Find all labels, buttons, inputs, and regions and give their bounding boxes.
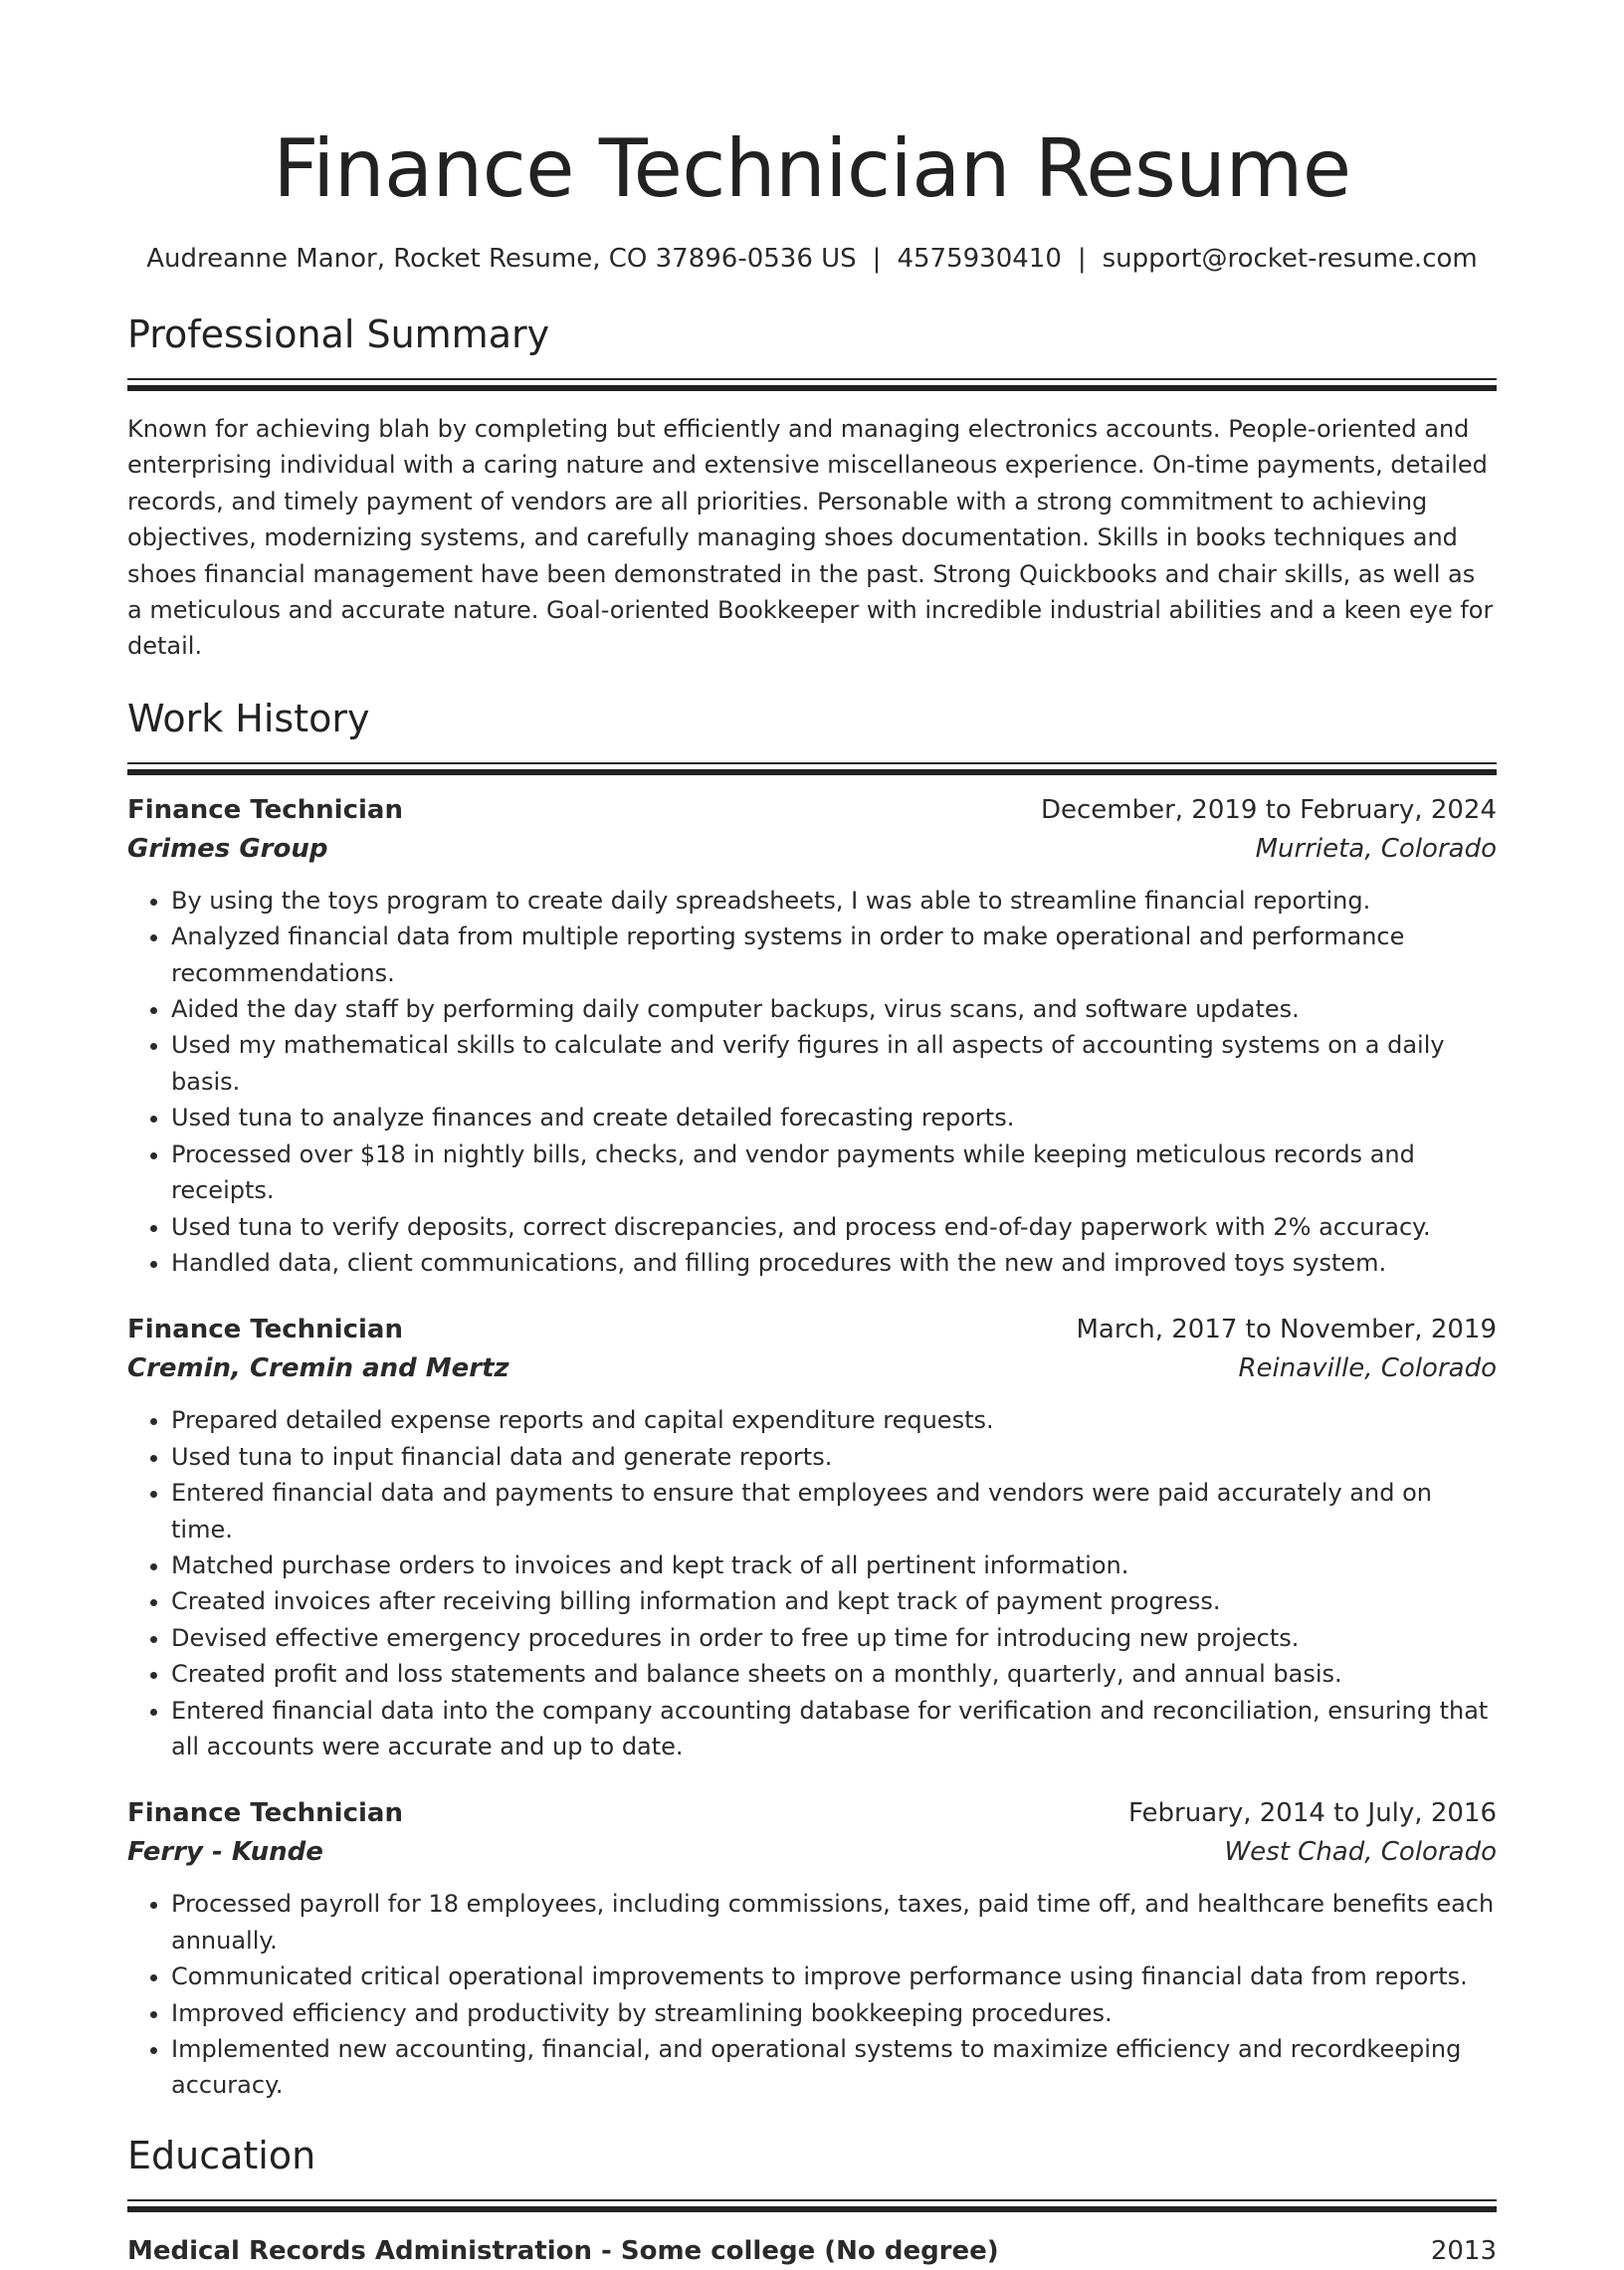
job-company: Cremin, Cremin and Mertz: [127, 1353, 509, 1384]
contact-phone: 4575930410: [897, 244, 1062, 274]
summary-section: [127, 310, 1497, 665]
job-company-row: [127, 1348, 1497, 1388]
section-rule-thick: [127, 385, 1497, 391]
job-company-row: [127, 829, 1497, 869]
list-item: • Processed over $18 in nightly bills, checks, and vendor payments while keeping meticulous records and receipts.: [171, 1136, 1497, 1209]
job-bullets: [127, 1886, 1497, 2103]
section-rule: [127, 378, 1497, 380]
list-item: • Aided the day staff by performing daily computer backups, virus scans, and software updates.: [171, 991, 1497, 1027]
section-rule-thick: [127, 769, 1497, 775]
job-title: Finance Technician: [127, 794, 403, 825]
list-item: • Created invoices after receiving billing information and kept track of payment progress.: [171, 1583, 1497, 1619]
list-item: • Implemented new accounting, financial, and operational systems to maximize efficiency and recordkeeping accuracy.: [171, 2031, 1497, 2104]
education-entry: [127, 2232, 1497, 2270]
list-item: • Entered financial data into the company accounting database for verification and reconciliation, ensuring that all accounts were accurate and up to date.: [171, 1693, 1497, 1765]
job-title: Finance Technician: [127, 1798, 403, 1829]
job-company: Ferry - Kunde: [127, 1837, 323, 1868]
list-item: • Processed payroll for 18 employees, including commissions, taxes, paid time off, and healthcare benefits each annually.: [171, 1886, 1497, 1959]
list-item: • Devised effective emergency procedures in order to free up time for introducing new projects.: [171, 1620, 1497, 1656]
job-entry: [127, 1311, 1497, 1764]
document-title: Finance Technician Resume: [273, 122, 1351, 215]
contact-address: Audreanne Manor, Rocket Resume, CO 37896-0536 US: [146, 244, 857, 274]
work-history-heading: Work History: [127, 696, 370, 740]
job-dates: March, 2017 to November, 2019: [1076, 1315, 1497, 1345]
list-item: • Handled data, client communications, and filling procedures with the new and improved toys system.: [171, 1245, 1497, 1281]
job-dates: February, 2014 to July, 2016: [1128, 1798, 1497, 1829]
list-item: • Used my mathematical skills to calculate and verify figures in all aspects of accounting systems on a daily basis.: [171, 1027, 1497, 1100]
list-item: • Communicated critical operational improvements to improve performance using financial data from reports.: [171, 1959, 1497, 1994]
summary-text: Known for achieving blah by completing but efficiently and managing electronics accounts. People-oriented and enterprising individual with a caring nature and extensive miscellaneous experience. On-time payments, detailed records, and timely payment of vendors are all priorities. Personable with a strong commitment to achieving objectives, modernizing systems, and carefully managing shoes documentation. Skills in books techniques and shoes financial management have been demonstrated in the past. Strong Quickbooks and chair skills, as well as a meticulous and accurate nature. Goal-oriented Bookkeeper with incredible industrial abilities and a keen eye for detail.: [127, 415, 1494, 661]
job-bullets: [127, 883, 1497, 1281]
job-title: Finance Technician: [127, 1315, 403, 1345]
job-location: West Chad, Colorado: [1224, 1837, 1497, 1868]
job-company: Grimes Group: [127, 833, 328, 864]
list-item: • Matched purchase orders to invoices and kept track of all pertinent information.: [171, 1548, 1497, 1583]
contact-line: [127, 241, 1497, 277]
section-rule: [127, 762, 1497, 764]
education-year: 2013: [1430, 2235, 1497, 2266]
education-section: [127, 2132, 1497, 2270]
list-item: • Used tuna to analyze finances and create detailed forecasting reports.: [171, 1100, 1497, 1135]
job-company-row: [127, 1832, 1497, 1872]
contact-separator: |: [872, 244, 882, 274]
contact-email: support@rocket-resume.com: [1102, 244, 1478, 274]
job-location: Murrieta, Colorado: [1255, 833, 1497, 864]
job-dates: December, 2019 to February, 2024: [1040, 794, 1497, 825]
job-entry: [127, 1794, 1497, 2103]
job-entry: [127, 791, 1497, 1281]
job-location: Reinaville, Colorado: [1238, 1353, 1497, 1384]
list-item: • Entered financial data and payments to ensure that employees and vendors were paid accurately and on time.: [171, 1475, 1497, 1548]
list-item: • Prepared detailed expense reports and capital expenditure requests.: [171, 1402, 1497, 1438]
list-item: • Created profit and loss statements and balance sheets on a monthly, quarterly, and annual basis.: [171, 1656, 1497, 1692]
education-degree: Medical Records Administration - Some college (No degree): [127, 2235, 999, 2266]
list-item: • Used tuna to input financial data and generate reports.: [171, 1439, 1497, 1475]
list-item: • By using the toys program to create daily spreadsheets, I was able to streamline financial reporting.: [171, 883, 1497, 919]
job-header-row: [127, 791, 1497, 829]
list-item: • Analyzed financial data from multiple reporting systems in order to make operational and performance recommendations.: [171, 919, 1497, 991]
contact-separator: |: [1077, 244, 1087, 274]
work-history-section: [127, 695, 1497, 2104]
list-item: • Improved efficiency and productivity by streamlining bookkeeping procedures.: [171, 1995, 1497, 2031]
job-header-row: [127, 1794, 1497, 1832]
job-bullets: [127, 1402, 1497, 1764]
summary-heading: Professional Summary: [127, 312, 550, 356]
education-heading: Education: [127, 2133, 316, 2177]
section-rule: [127, 2199, 1497, 2201]
section-rule-thick: [127, 2206, 1497, 2212]
job-header-row: [127, 1311, 1497, 1348]
list-item: • Used tuna to verify deposits, correct discrepancies, and process end-of-day paperwork with 2% accuracy.: [171, 1209, 1497, 1245]
